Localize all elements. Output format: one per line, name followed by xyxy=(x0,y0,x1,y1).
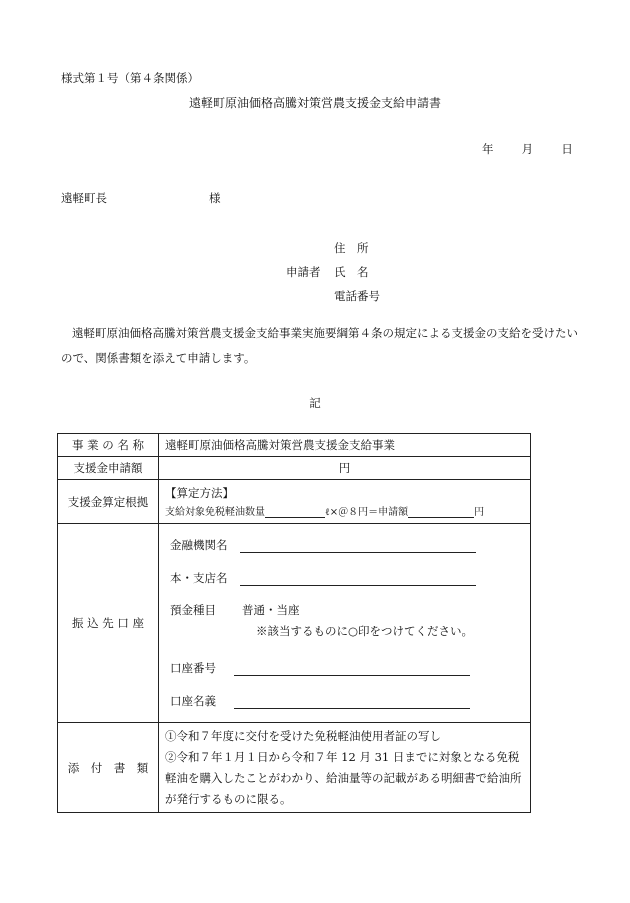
row-basis xyxy=(58,480,531,524)
deposit-type-line xyxy=(170,602,524,618)
account-name-line xyxy=(170,693,524,709)
bank-name-field[interactable] xyxy=(240,540,476,553)
row-attachments xyxy=(58,723,531,813)
deposit-type-label: 預金種目 xyxy=(170,603,216,617)
addressee-name: 遠軽町長 xyxy=(61,191,107,205)
date-day: 日 xyxy=(561,142,573,156)
applicant-address-label: 住 所 xyxy=(334,241,369,255)
date-year: 年 xyxy=(482,142,494,156)
bank-name-label: 金融機関名 xyxy=(170,538,228,552)
row-amount xyxy=(58,457,531,480)
deposit-type-note: ※該当するものに○印をつけてください。 xyxy=(256,624,474,638)
calc-method-title: 【算定方法】 xyxy=(165,486,234,500)
project-name-label: 事 業 の 名 称 xyxy=(58,434,159,457)
attachments-cell xyxy=(159,723,531,813)
calc-formula: ℓ×＠８円＝申請額 xyxy=(325,507,409,518)
account-number-line xyxy=(170,660,524,676)
form-number: 様式第１号（第４条関係） xyxy=(61,71,199,85)
calc-yen: 円 xyxy=(474,507,485,518)
basis-cell xyxy=(159,480,531,524)
addressee xyxy=(61,190,221,206)
amount-label: 支援金申請額 xyxy=(58,457,159,480)
ki-heading: 記 xyxy=(309,396,321,410)
applicant-phone-label: 電話番号 xyxy=(334,289,380,303)
attachment-item-2: ②令和７年１月１日から令和７年 12 月 31 日までに対象となる免税軽油を購入したことがわかり、給油量等の記載がある明細書で給油所が発行するものに限る。 xyxy=(165,749,522,806)
branch-label: 本・支店名 xyxy=(170,571,228,585)
project-name-value: 遠軽町原油価格高騰対策営農支援金支給事業 xyxy=(159,434,531,457)
branch-line xyxy=(170,570,524,586)
transfer-cell xyxy=(159,524,531,723)
attachments-label: 添 付 書 類 xyxy=(58,723,159,813)
attachment-item-1: ①令和７年度に交付を受けた免税軽油使用者証の写し xyxy=(165,728,441,743)
application-table xyxy=(57,433,531,813)
branch-field[interactable] xyxy=(240,573,476,586)
calc-formula-line xyxy=(165,503,524,518)
date-line xyxy=(482,141,573,157)
date-month: 月 xyxy=(521,142,534,156)
application-statement: 遠軽町原油価格高騰対策営農支援金支給事業実施要綱第４条の規定による支援金の支給を受けたいので、関係書類を添えて申請します。 xyxy=(61,326,578,365)
applicant-group-label: 申請者 xyxy=(286,265,321,279)
basis-label: 支援金算定根拠 xyxy=(58,480,159,524)
quantity-blank[interactable] xyxy=(265,505,325,518)
deposit-type-options[interactable]: 普通・当座 xyxy=(242,603,300,617)
row-transfer xyxy=(58,524,531,723)
applicant-block xyxy=(286,236,394,308)
bank-name-line xyxy=(170,537,524,553)
requested-amount-blank[interactable] xyxy=(408,505,474,518)
calc-quantity-label: 支給対象免税軽油数量 xyxy=(165,507,265,518)
account-number-field[interactable] xyxy=(234,663,470,676)
account-name-field[interactable] xyxy=(234,696,470,709)
form-title: 遠軽町原油価格高騰対策営農支援金支給申請書 xyxy=(188,96,441,110)
transfer-label: 振 込 先 口 座 xyxy=(58,524,159,723)
row-project-name xyxy=(58,434,531,457)
amount-unit: 円 xyxy=(159,457,531,480)
applicant-name-label: 氏 名 xyxy=(334,265,369,279)
account-number-label: 口座番号 xyxy=(170,661,216,675)
addressee-honorific: 様 xyxy=(209,191,221,205)
account-name-label: 口座名義 xyxy=(170,694,216,708)
